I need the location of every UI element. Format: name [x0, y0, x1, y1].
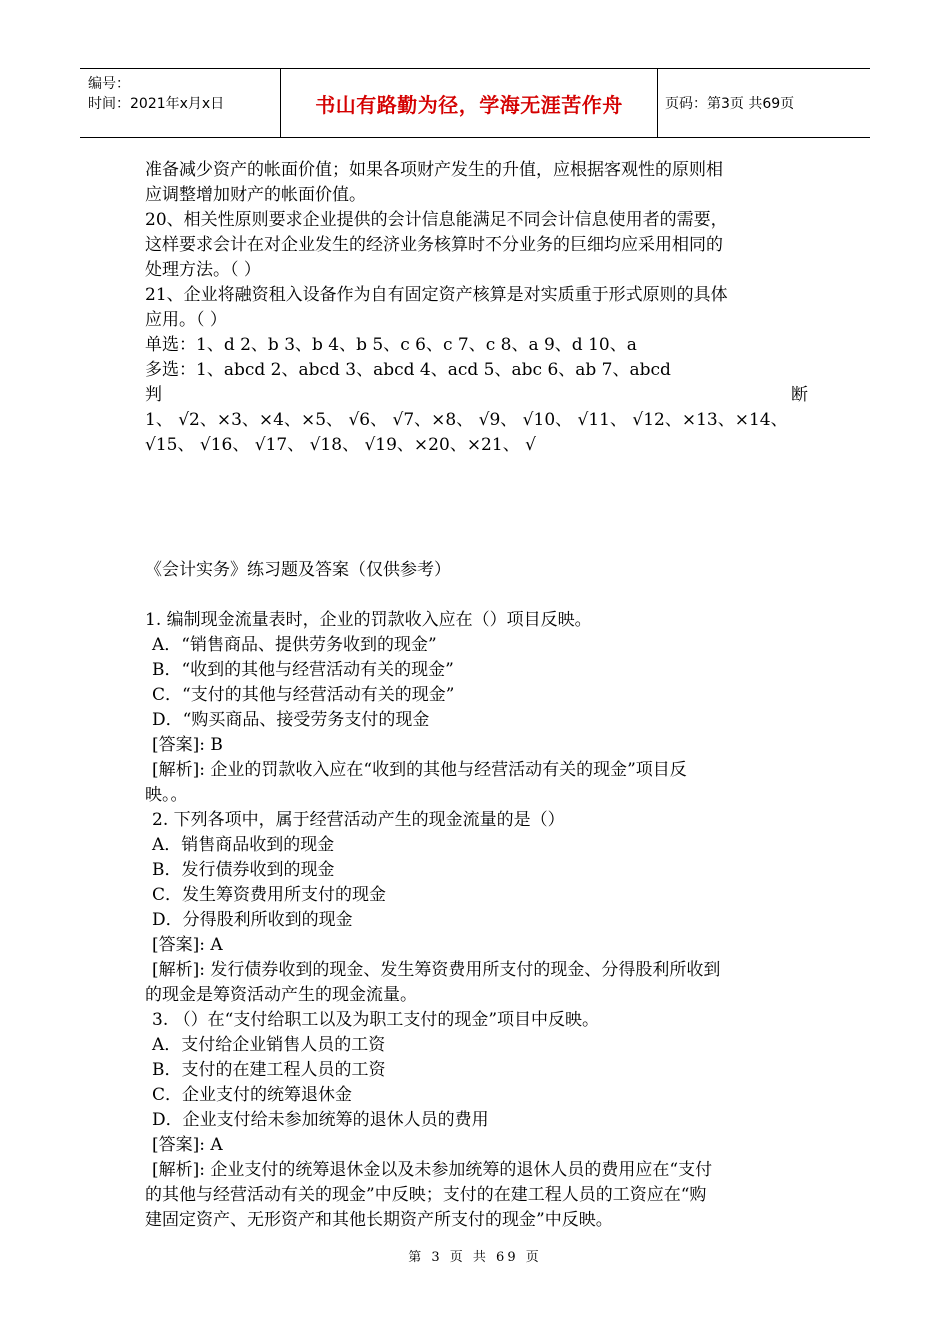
- question-stem: 3. （）在“支付给职工以及为职工支付的现金”项目中反映。: [152, 1010, 600, 1030]
- section-title: 《会计实务》练习题及答案（仅供参考）: [145, 560, 451, 580]
- question-analysis: [解析]: 企业的罚款收入应在“收到的其他与经营活动有关的现金”项目反: [152, 760, 687, 780]
- question-stem: 1. 编制现金流量表时，企业的罚款收入应在（）项目反映。: [145, 610, 592, 630]
- question-analysis: [解析]: 发行债券收到的现金、发生筹资费用所支付的现金、分得股利所收到: [152, 960, 721, 980]
- question-analysis: 的其他与经营活动有关的现金”中反映；支付的在建工程人员的工资应在“购: [145, 1185, 707, 1205]
- question-analysis: 映。。: [145, 785, 188, 805]
- judge-heading: [145, 383, 808, 408]
- judge-right: 断: [791, 385, 808, 405]
- header-motto: 书山有路勤为径，学海无涯苦作舟: [315, 92, 623, 117]
- question-analysis: 建固定资产、无形资产和其他长期资产所支付的现金”中反映。: [145, 1210, 613, 1230]
- header-page-info: 页码：第3页 共69页: [665, 96, 795, 112]
- question-option: C．发生筹资费用所支付的现金: [152, 885, 387, 905]
- header-divider: [657, 69, 658, 137]
- question-option: B．“收到的其他与经营活动有关的现金”: [152, 660, 454, 680]
- question-answer: [答案]: A: [152, 935, 223, 955]
- body-line: 应用。（ ）: [145, 310, 227, 330]
- question-option: D．企业支付给未参加统筹的退休人员的费用: [152, 1110, 489, 1130]
- question-option: C．企业支付的统筹退休金: [152, 1085, 353, 1105]
- question-option: C．“支付的其他与经营活动有关的现金”: [152, 685, 455, 705]
- question-option: A．销售商品收到的现金: [152, 835, 335, 855]
- body-line: 应调整增加财产的帐面价值。: [145, 185, 366, 205]
- single-choice-answers: 单选：1、d 2、b 3、b 4、b 5、c 6、c 7、c 8、a 9、d 10、a: [145, 335, 637, 355]
- question-analysis: 的现金是筹资活动产生的现金流量。: [145, 985, 417, 1005]
- page-footer: 第 3 页 共 69 页: [408, 1250, 542, 1265]
- question-option: B．支付的在建工程人员的工资: [152, 1060, 386, 1080]
- judge-answers-line: √15、 √16、 √17、 √18、 √19、×20、×21、 √: [145, 435, 536, 455]
- question-answer: [答案]: B: [152, 735, 223, 755]
- question-stem: 2. 下列各项中，属于经营活动产生的现金流量的是（）: [152, 810, 565, 830]
- body-line: 20、相关性原则要求企业提供的会计信息能满足不同会计信息使用者的需要，: [145, 210, 728, 230]
- page-header: [80, 68, 870, 138]
- question-option: A．“销售商品、提供劳务收到的现金”: [152, 635, 437, 655]
- question-option: D．“购买商品、接受劳务支付的现金: [152, 710, 430, 730]
- body-line: 准备减少资产的帐面价值；如果各项财产发生的升值，应根据客观性的原则相: [145, 160, 723, 180]
- question-analysis: [解析]: 企业支付的统筹退休金以及未参加统筹的退休人员的费用应在“支付: [152, 1160, 713, 1180]
- body-line: 21、企业将融资租入设备作为自有固定资产核算是对实质重于形式原则的具体: [145, 285, 728, 305]
- question-option: D．分得股利所收到的现金: [152, 910, 353, 930]
- number-label: 编号：: [88, 76, 130, 92]
- judge-left: 判: [145, 385, 162, 405]
- multi-choice-answers: 多选：1、abcd 2、abcd 3、abcd 4、acd 5、abc 6、ab 7、abcd: [145, 360, 671, 380]
- question-answer: [答案]: A: [152, 1135, 223, 1155]
- time-label: 时间：2021年x月x日: [88, 96, 225, 112]
- question-option: B．发行债券收到的现金: [152, 860, 335, 880]
- body-line: 这样要求会计在对企业发生的经济业务核算时不分业务的巨细均应采用相同的: [145, 235, 723, 255]
- judge-answers-line: 1、 √2、×3、×4、×5、 √6、 √7、×8、 √9、 √10、 √11、 √12、×13、×14、: [145, 410, 788, 430]
- question-option: A．支付给企业销售人员的工资: [152, 1035, 386, 1055]
- body-line: 处理方法。（ ）: [145, 260, 261, 280]
- header-info-cell: [80, 69, 280, 137]
